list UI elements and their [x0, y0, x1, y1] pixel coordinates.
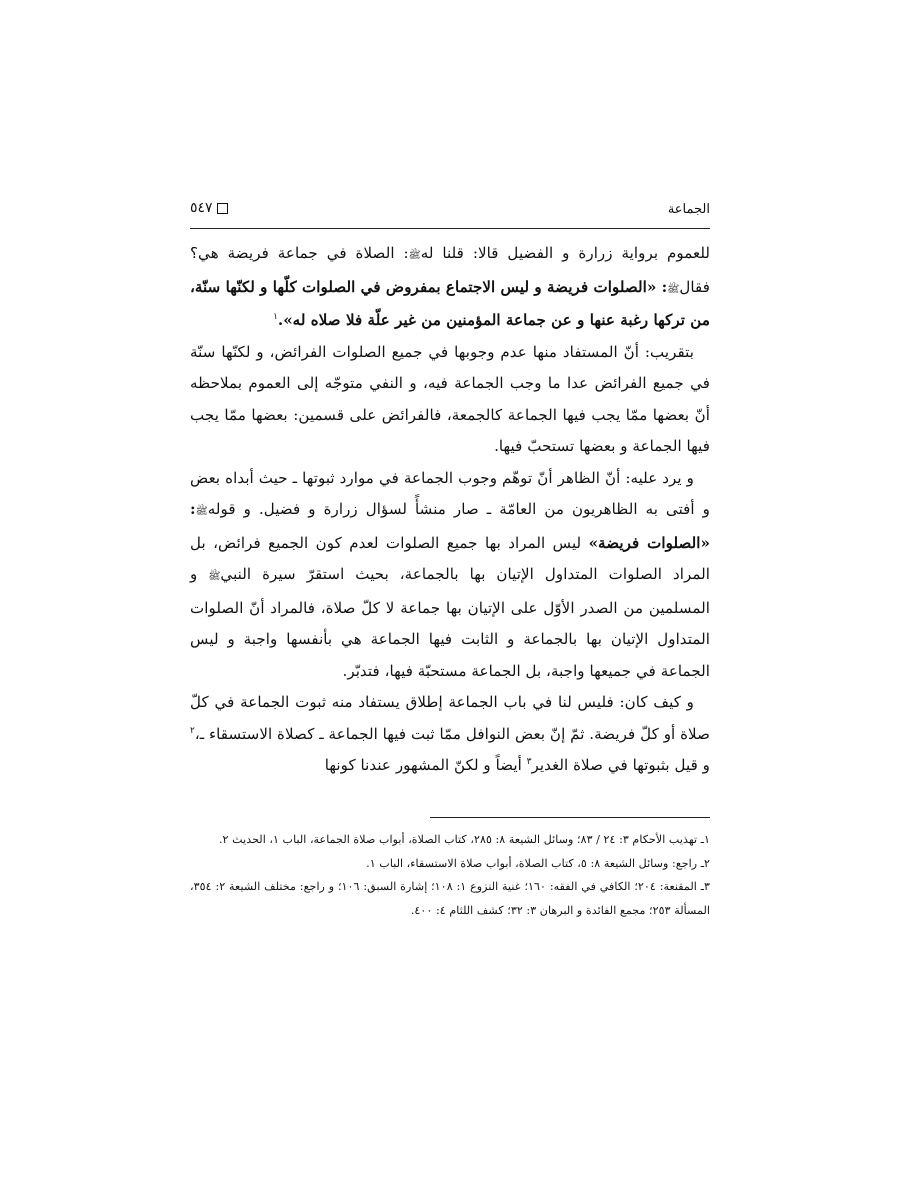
footnote-1: ١ـ تهذيب الأحكام ٣: ٢٤ / ٨٣؛ وسائل الشيعة ٨: ٢٨٥، كتاب الصلاة، أبواب صلاة الجماعة، الباب ١، الحديث ٢. — [218, 833, 710, 846]
p1-quote: : «الصلوات فريضة و ليس الاجتماع بمفروض في الصلوات كلّها و لكنّها سنّة، من تركها رغبة عنها و عن جماعة المؤمنين من غير علّة فلا صلاه له». — [190, 277, 710, 329]
p1-intro: للعموم برواية زرارة و الفضيل قالا: قلنا له — [420, 244, 710, 262]
footnote-2: ٢ـ راجع: وسائل الشيعة ٨: ٥، كتاب الصلاة، أبواب صلاة الاستسقاء، الباب ١. — [366, 856, 710, 870]
honorific-symbol: ﷺ — [195, 506, 208, 517]
footnote-ref-2: ٢ — [189, 725, 195, 736]
footnote-ref-3: ٣ — [526, 756, 532, 767]
p1-question: : الصلاة في جماعة فريضة هي؟ فقال — [190, 244, 710, 296]
header-rule — [190, 228, 710, 229]
square-icon — [217, 203, 228, 214]
paragraph-4 — [190, 687, 710, 782]
paragraph-2: بتقريب: أنّ المستفاد منها عدم وجوبها في جميع الصلوات الفرائض، و لكنّها سنّة في جميع الفرائض عدا ما وجب الجماعة فيه، و النفي متوجّه إلى العموم بملاحظه أنّ بعضها ممّا يجب فيها الجماعة كالجمعة، فالفرائض على قسمين: بعضها ممّا يجب فيها الجماعة و بعضها تستحبّ فيها. — [190, 342, 710, 455]
main-text — [190, 238, 710, 782]
page-header — [190, 198, 710, 224]
footnote-rule — [430, 817, 710, 818]
p4-part1: و كيف كان: فليس لنا في باب الجماعة إطلاق يستفاد منه ثبوت الجماعة في كلّ صلاة أو كلّ فريضة. ثمّ إنّ بعض النوافل ممّا ثبت فيها الجماعة ـ كصلاة الاستسقاء ـ، — [190, 693, 710, 743]
honorific-symbol: ﷺ — [408, 250, 421, 261]
running-title: الجماعة — [667, 202, 710, 217]
honorific-symbol: ﷺ — [667, 283, 680, 295]
footnote-3: ٣ـ المقنعة: ٢٠٤؛ الكافي في الفقه: ١٦٠؛ غنية النزوع ١: ١٠٨؛ إشارة السبق: ١٠٦؛ و راجع: مختلف الشيعة ٢: ٣٥٤، المسألة ٢٥٣؛ مجمع الفائدة و البرهان ٣: ٣٢؛ كشف اللثام ٤: ٤٠٠. — [190, 880, 710, 917]
p4-part2: و قيل بثبوتها في صلاة الغدير — [531, 756, 710, 774]
honorific-symbol: ﷺ — [208, 571, 221, 582]
page-number — [190, 200, 228, 216]
p3-quote: : «الصلوات فريضة» — [190, 500, 710, 552]
footnote-ref-1: ١ — [273, 311, 278, 322]
p3-part3: و المسلمين من الصدر الأوّل على الإتيان بها جماعة لا كلّ صلاة، فالمراد أنّ الصلوات المتداول الإتيان بها بالجماعة و الثابت فيها الجماعة هي بأنفسها واجبة و ليس الجماعة في جميعها واجبة، بل الجماعة مستحبّة فيها، فتدبّر. — [190, 565, 710, 680]
paragraph-3 — [190, 463, 710, 688]
p4-part3: أيضاً و لكنّ المشهور عندنا كونها — [324, 756, 527, 774]
page-number-value: ٥٤٧ — [190, 200, 213, 216]
paragraph-1 — [190, 238, 710, 337]
p3-part2: ليس المراد بها جميع الصلوات لعدم كون الجميع فرائض، بل المراد الصلوات المتداول الإتيان بها بالجماعة، بحيث استقرّ سيرة النبي — [190, 533, 710, 583]
p3-part1: و يرد عليه: أنّ الظاهر أنّ توهّم وجوب الجماعة في موارد ثبوتها ـ حيث أبداه بعض و أفتى به الظاهريون من العامّة ـ صار منشأً لسؤال زرارة و فضيل. و قوله — [190, 468, 710, 518]
footnotes — [190, 828, 710, 922]
